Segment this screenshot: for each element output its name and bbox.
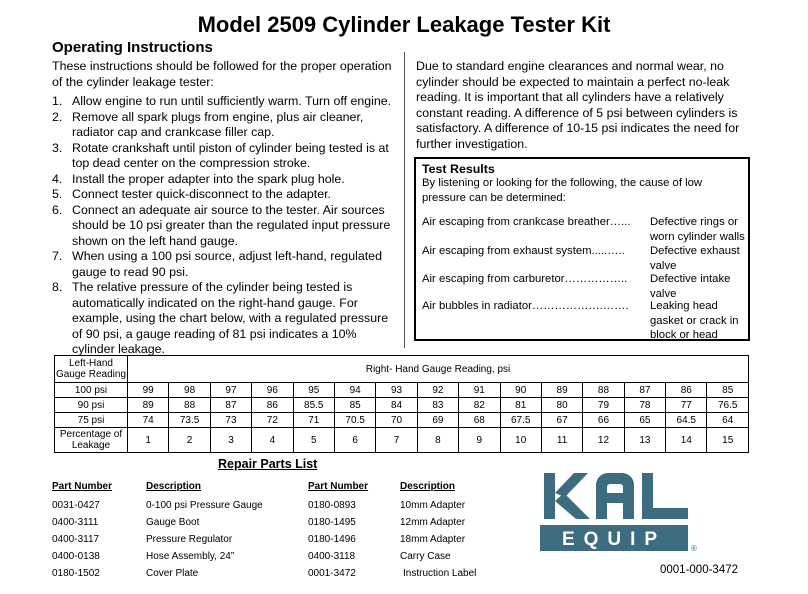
operating-intro: These instructions should be followed for the proper operation of the cylinder leakage tester: <box>52 59 392 89</box>
gauge-cell: 70.5 <box>334 413 375 428</box>
gauge-cell: 79 <box>583 398 624 413</box>
left-gauge-header: Left-Hand Gauge Reading <box>55 356 128 383</box>
part-description: Pressure Regulator <box>146 534 233 545</box>
gauge-cell: 15 <box>707 428 749 453</box>
part-number: 0400-3117 <box>52 534 100 545</box>
gauge-row-label: 75 psi <box>55 413 128 428</box>
gauge-table-row <box>55 383 749 398</box>
gauge-cell: 13 <box>624 428 665 453</box>
gauge-cell: 14 <box>666 428 707 453</box>
gauge-cell: 6 <box>334 428 375 453</box>
gauge-cell: 98 <box>169 383 210 398</box>
gauge-cell: 92 <box>417 383 458 398</box>
repair-parts-title: Repair Parts List <box>218 457 318 471</box>
gauge-row-label: Percentage of Leakage <box>55 428 128 453</box>
step-item: 4. Install the proper adapter into the spark plug hole. <box>52 171 345 186</box>
gauge-cell: 1 <box>128 428 169 453</box>
gauge-cell: 67.5 <box>500 413 541 428</box>
part-number: 0180-0893 <box>308 500 356 511</box>
gauge-cell: 89 <box>541 383 582 398</box>
kal-equip-logo <box>538 467 698 559</box>
operating-steps <box>52 94 397 358</box>
part-number: 0031-0427 <box>52 500 100 511</box>
gauge-cell: 93 <box>376 383 417 398</box>
step-item: 6. Connect an adequate air source to the tester. Air sources should be 10 psi greater than the regulated input pressure shown on the left hand gauge. <box>52 202 391 248</box>
gauge-cell: 86 <box>252 398 293 413</box>
description-header: Description <box>400 481 456 492</box>
part-number-header: Part Number <box>52 481 113 492</box>
part-number: 0400-3111 <box>52 517 99 528</box>
gauge-cell: 85.5 <box>293 398 334 413</box>
gauge-cell: 97 <box>210 383 251 398</box>
gauge-cell: 96 <box>252 383 293 398</box>
step-item: 8. The relative pressure of the cylinder being tested is automatically indicated on the right-hand gauge. For example, using the chart below, with a regulated pressure of 90 psi, a gauge reading of 81 psi indicates a 10% cylinder leakage. <box>52 280 389 356</box>
part-description: 12mm Adapter <box>400 517 466 528</box>
gauge-cell: 90 <box>500 383 541 398</box>
gauge-cell: 77 <box>666 398 707 413</box>
gauge-cell: 94 <box>334 383 375 398</box>
part-description: Carry Case <box>400 551 451 562</box>
gauge-cell: 78 <box>624 398 665 413</box>
gauge-cell: 99 <box>128 383 169 398</box>
gauge-cell: 7 <box>376 428 417 453</box>
gauge-cell: 85 <box>707 383 749 398</box>
part-number: 0400-0138 <box>52 551 100 562</box>
part-description: Cover Plate <box>146 568 199 579</box>
step-item: 3. Rotate crankshaft until piston of cylinder being tested is at top dead center on the compression stroke. <box>52 140 389 170</box>
gauge-cell: 88 <box>583 383 624 398</box>
registered-mark: ® <box>691 544 697 553</box>
part-description: Instruction Label <box>403 568 477 579</box>
gauge-cell: 83 <box>417 398 458 413</box>
gauge-cell: 91 <box>459 383 500 398</box>
gauge-table-header <box>55 356 749 383</box>
gauge-cell: 87 <box>624 383 665 398</box>
gauge-table-row <box>55 428 749 453</box>
gauge-cell: 8 <box>417 428 458 453</box>
gauge-cell: 68 <box>459 413 500 428</box>
part-number: 0001-3472 <box>308 568 356 579</box>
gauge-cell: 84 <box>376 398 417 413</box>
logo-equip-text: EQUIP <box>561 529 667 550</box>
gauge-cell: 10 <box>500 428 541 453</box>
step-item: 7. When using a 100 psi source, adjust left-hand, regulated gauge to read 90 psi. <box>52 249 382 279</box>
part-number: 0180-1502 <box>52 568 100 579</box>
part-description: 18mm Adapter <box>400 534 466 545</box>
gauge-table-row <box>55 413 749 428</box>
step-item: 1. Allow engine to run until sufficiently warm. Turn off engine. <box>52 94 392 108</box>
gauge-cell: 85 <box>334 398 375 413</box>
step-item: 5. Connect tester quick-disconnect to the adapter. <box>52 187 331 201</box>
wear-paragraph: Due to standard engine clearances and normal wear, no cylinder should be expected to maintain a perfect no-leak reading. It is important that all cylinders have a relatively constant reading. A difference of 5 psi between cylinders is satisfactory. A difference of 10-15 psi indicates the need for further investigation. <box>416 59 740 151</box>
test-results-intro: By listening or looking for the following, the cause of low pressure can be determined: <box>422 177 703 204</box>
gauge-cell: 81 <box>500 398 541 413</box>
test-results-title: Test Results <box>422 162 495 176</box>
part-number: 0400-3118 <box>308 551 356 562</box>
gauge-cell: 74 <box>128 413 169 428</box>
gauge-cell: 73 <box>210 413 251 428</box>
gauge-cell: 66 <box>583 413 624 428</box>
gauge-cell: 64 <box>707 413 749 428</box>
gauge-cell: 71 <box>293 413 334 428</box>
gauge-cell: 4 <box>252 428 293 453</box>
gauge-cell: 67 <box>541 413 582 428</box>
part-number-header: Part Number <box>308 481 369 492</box>
gauge-cell: 64.5 <box>666 413 707 428</box>
gauge-cell: 76.5 <box>707 398 749 413</box>
gauge-table-row <box>55 398 749 413</box>
gauge-cell: 5 <box>293 428 334 453</box>
gauge-cell: 70 <box>376 413 417 428</box>
gauge-cell: 3 <box>210 428 251 453</box>
description-header: Description <box>146 481 202 492</box>
gauge-cell: 69 <box>417 413 458 428</box>
test-results-box: Test Results By listening or looking for the following, the cause of low pressure can be determined: Air escaping from crankcase breather…... Defective rings or worn cylinder walls Air escaping from exhaust system.....….. Defective exhaust valve Air escaping from carburetor…………….. Defective intake valve Air bubbles in radiator……………….……. Leaking head gasket or crack in block or head <box>414 157 750 341</box>
column-divider <box>404 52 405 348</box>
gauge-cell: 12 <box>583 428 624 453</box>
part-description: 0-100 psi Pressure Gauge <box>146 500 263 511</box>
document-number: 0001-000-3472 <box>660 564 739 576</box>
gauge-cell: 82 <box>459 398 500 413</box>
part-description: Hose Assembly, 24” <box>146 551 235 562</box>
part-description: 10mm Adapter <box>400 500 466 511</box>
operating-instructions-heading: Operating Instructions <box>52 39 213 56</box>
gauge-row-label: 90 psi <box>55 398 128 413</box>
step-item: 2. Remove all spark plugs from engine, plus air cleaner, radiator cap and crankcase filler cap. <box>52 109 364 139</box>
part-number: 0180-1495 <box>308 517 356 528</box>
gauge-cell: 86 <box>666 383 707 398</box>
gauge-cell: 87 <box>210 398 251 413</box>
gauge-cell: 2 <box>169 428 210 453</box>
gauge-reading-table <box>54 355 749 453</box>
gauge-cell: 73.5 <box>169 413 210 428</box>
gauge-cell: 88 <box>169 398 210 413</box>
gauge-cell: 80 <box>541 398 582 413</box>
right-gauge-header: Right- Hand Gauge Reading, psi <box>128 356 749 383</box>
page-title: Model 2509 Cylinder Leakage Tester Kit <box>197 12 611 37</box>
gauge-cell: 11 <box>541 428 582 453</box>
part-description: Gauge Boot <box>146 517 200 528</box>
gauge-cell: 72 <box>252 413 293 428</box>
gauge-cell: 89 <box>128 398 169 413</box>
gauge-cell: 9 <box>459 428 500 453</box>
part-number: 0180-1496 <box>308 534 356 545</box>
gauge-cell: 95 <box>293 383 334 398</box>
gauge-cell: 65 <box>624 413 665 428</box>
gauge-row-label: 100 psi <box>55 383 128 398</box>
